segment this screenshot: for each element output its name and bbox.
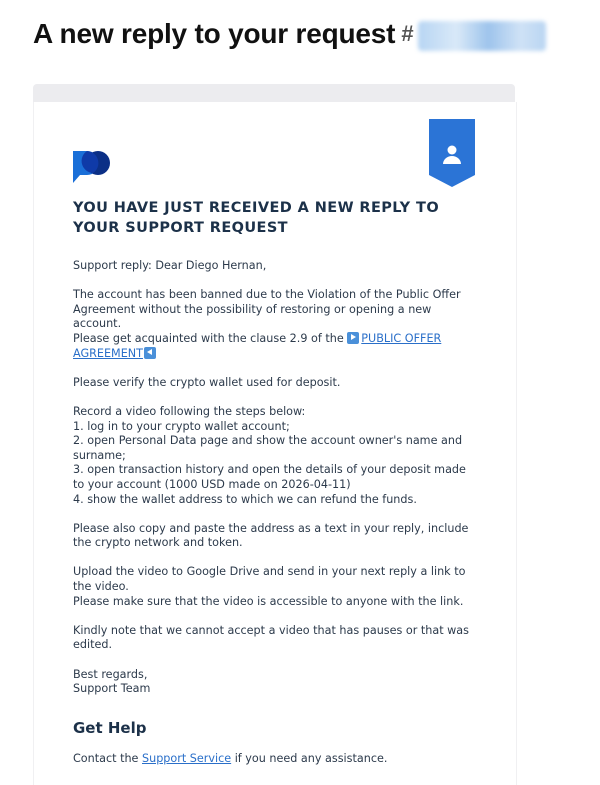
email-subject xyxy=(33,12,593,56)
step-3a: 3. open transaction history and open the details of your deposit made xyxy=(73,463,466,477)
redacted-request-id xyxy=(418,21,546,51)
greeting: Support reply: Dear Diego Hernan, xyxy=(73,259,267,272)
step-4: 4. show the wallet address to which we can refund the funds. xyxy=(73,492,417,506)
regards: Best regards, xyxy=(73,667,148,681)
upload-line-a: Upload the video to Google Drive and send in your next reply a link to xyxy=(73,565,466,579)
copy-line-b: the crypto network and token. xyxy=(73,536,243,550)
ban-line-1: The account has been banned due to the Violation of the Public Offer xyxy=(73,288,461,302)
public-offer-agreement-link[interactable]: PUBLIC OFFER AGREEMENT xyxy=(73,331,442,360)
ban-line-2: Agreement without the possibility of restoring or opening a new xyxy=(73,302,432,316)
steps-intro: Record a video following the steps below: xyxy=(73,404,306,418)
subject-hash: # xyxy=(401,21,414,46)
note-line-a: Kindly note that we cannot accept a video that has pauses or that was xyxy=(73,623,469,637)
rewind-icon xyxy=(144,347,156,359)
ban-line-3: account. xyxy=(73,317,122,331)
contact-line xyxy=(73,752,493,765)
email-headline: YOU HAVE JUST RECEIVED A NEW REPLY TO YOUR SUPPORT REQUEST xyxy=(73,200,440,236)
copy-line-a: Please also copy and paste the address as a text in your reply, include xyxy=(73,521,469,535)
upload-line-b: the video. xyxy=(73,580,129,594)
get-help-heading: Get Help xyxy=(73,719,147,737)
step-2b: surname; xyxy=(73,448,126,462)
subject-title: A new reply to your request xyxy=(33,18,396,49)
clause-prefix: Please get acquainted with the clause 2.9 of the xyxy=(73,331,348,345)
brand-logo-icon xyxy=(73,149,115,183)
contact-suffix: if you need any assistance. xyxy=(231,752,388,765)
email-body xyxy=(73,259,493,697)
email-top-bar xyxy=(33,84,515,102)
step-3b: to your account (1000 USD made on 2026-04-11) xyxy=(73,477,351,491)
support-service-link[interactable]: Support Service xyxy=(142,752,232,765)
email-frame xyxy=(33,84,515,785)
user-bookmark-icon xyxy=(429,119,475,187)
signature: Support Team xyxy=(73,682,151,696)
upload-line-c: Please make sure that the video is accessible to anyone with the link. xyxy=(73,594,464,608)
contact-prefix: Contact the xyxy=(73,752,142,765)
clause-line xyxy=(73,332,493,361)
play-icon xyxy=(347,332,359,344)
note-line-b: edited. xyxy=(73,638,113,652)
step-1: 1. log in to your crypto wallet account; xyxy=(73,419,290,433)
email-card xyxy=(33,102,517,785)
step-2a: 2. open Personal Data page and show the account owner's name and xyxy=(73,434,463,448)
verify-line: Please verify the crypto wallet used for deposit. xyxy=(73,375,341,389)
